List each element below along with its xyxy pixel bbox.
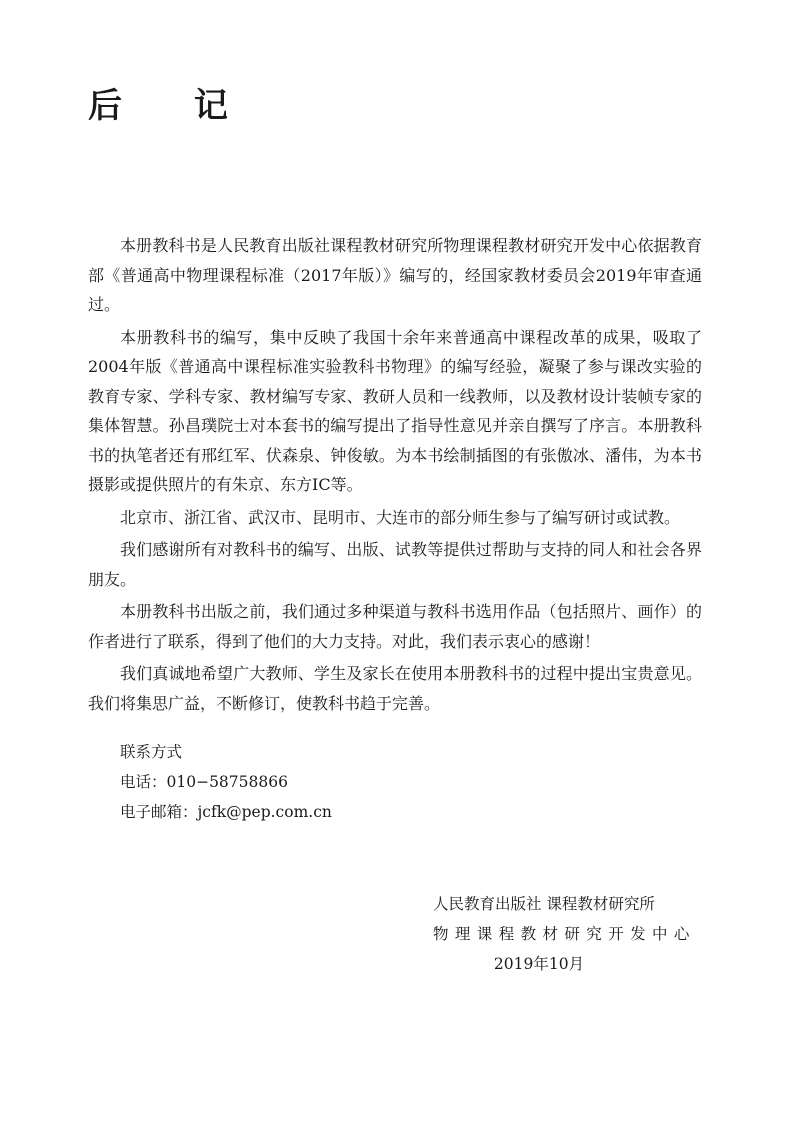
- signature-block: [433, 889, 696, 979]
- signature-date: 2019年10月: [493, 955, 585, 973]
- paragraph: 本册教科书出版之前，我们通过多种渠道与教科书选用作品（包括照片、画作）的作者进行了联系，得到了他们的大力支持。对此，我们表示衷心的感谢！: [88, 602, 702, 651]
- paragraph: 本册教科书是人民教育出版社课程教材研究所物理课程教材研究开发中心依据教育部《普通高中物理课程标准（2017年版）》编写的，经国家教材委员会2019年审查通过。: [88, 236, 702, 314]
- paragraph: 我们感谢所有对教科书的编写、出版、试教等提供过帮助与支持的同人和社会各界朋友。: [88, 540, 702, 589]
- contact-email: 电子邮箱：jcfk@pep.com.cn: [120, 803, 332, 821]
- paragraph: 本册教科书的编写，集中反映了我国十余年来普通高中课程改革的成果，吸取了2004年版《普通高中课程标准实验教科书物理》的编写经验，凝聚了参与课改实验的教育专家、学科专家、教材编写专家、教研人员和一线教师，以及教材设计装帧专家的集体智慧。孙昌璞院士对本套书的编写提出了指导性意见并亲自撰写了序言。本册教科书的执笔者还有邢红军、伏森泉、钟俊敏。为本书绘制插图的有张傲冰、潘伟，为本书摄影或提供照片的有朱京、东方IC等。: [88, 327, 702, 494]
- paragraph: 北京市、浙江省、武汉市、昆明市、大连市的部分师生参与了编写研讨或试教。: [120, 507, 681, 527]
- contact-heading: 联系方式: [120, 743, 183, 761]
- signature-publisher: 人民教育出版社 课程教材研究所: [433, 895, 655, 913]
- afterword-body: [88, 231, 702, 721]
- page-title: 后 记: [88, 86, 258, 126]
- contact-section: [120, 737, 332, 827]
- contact-phone: 电话：010−58758866: [120, 773, 288, 791]
- paragraph: 我们真诚地希望广大教师、学生及家长在使用本册教科书的过程中提出宝贵意见。我们将集思广益，不断修订，使教科书趋于完善。: [88, 664, 702, 713]
- signature-center: 物理课程教材研究开发中心: [433, 925, 696, 943]
